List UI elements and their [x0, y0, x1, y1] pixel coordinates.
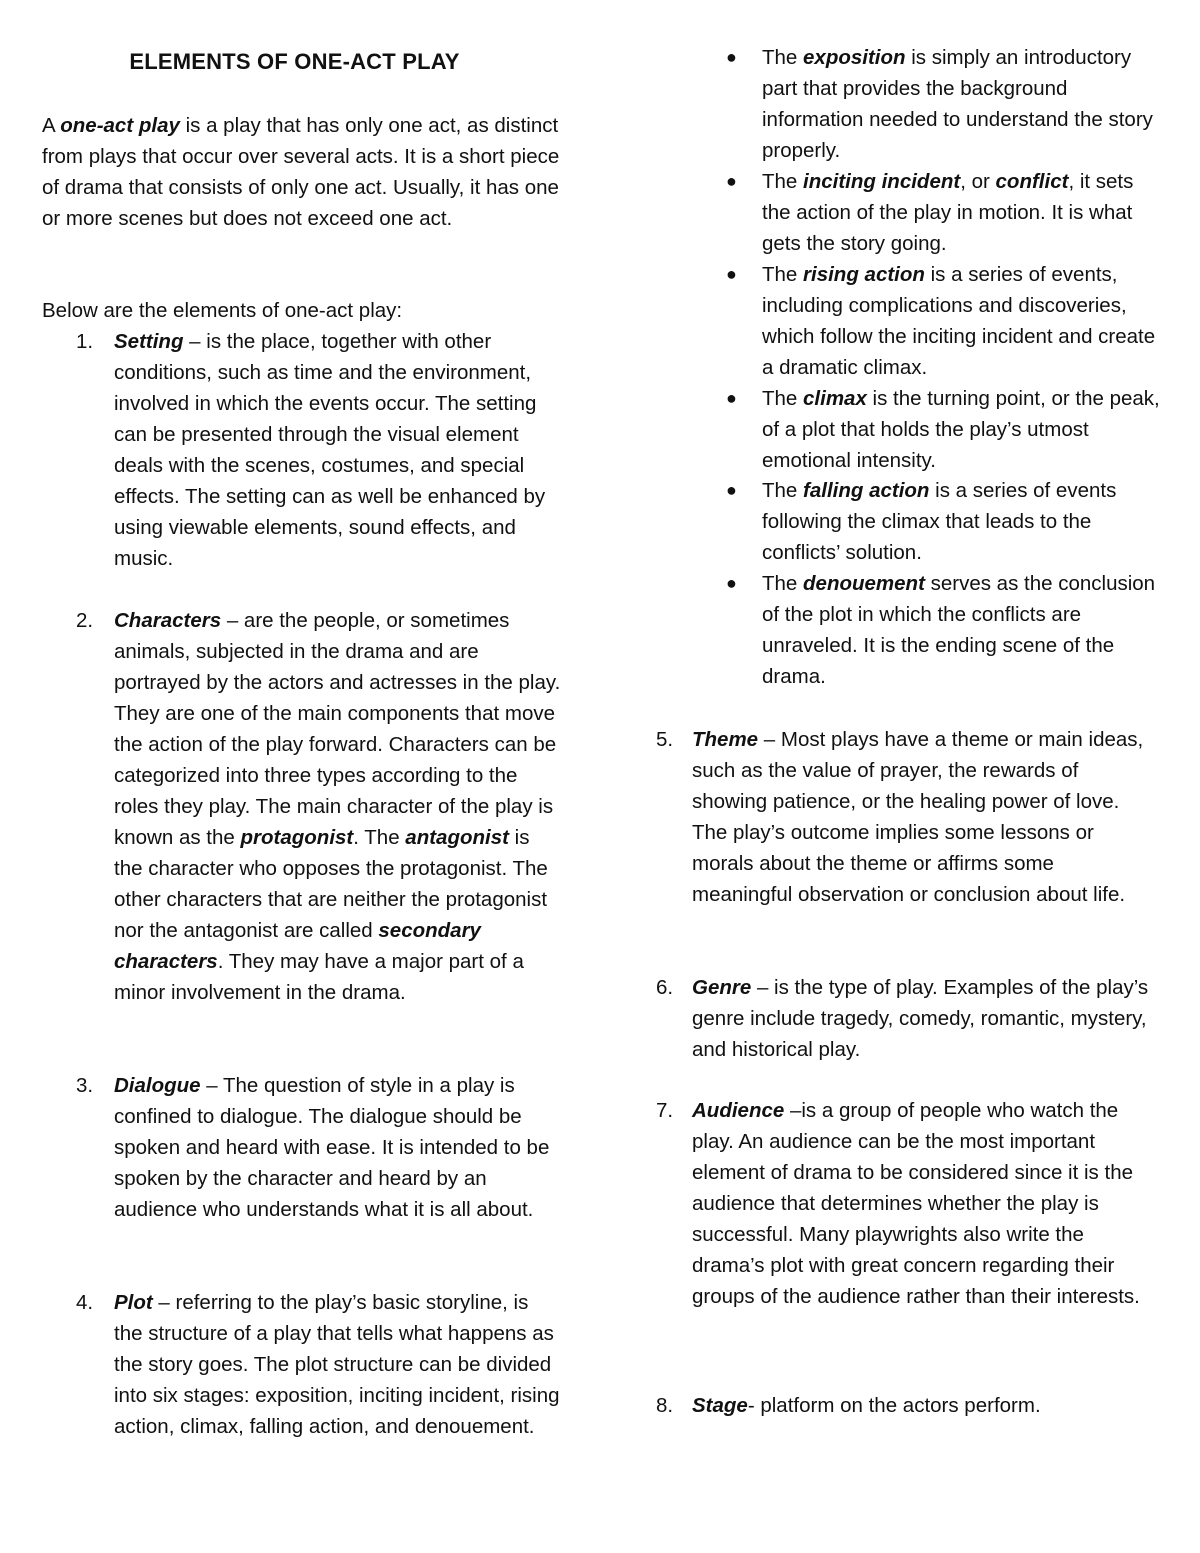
plot-stage-term: falling action — [803, 479, 930, 502]
element-term: Audience — [692, 1099, 785, 1122]
element-description: is the character who opposes the protagonist. The other characters that are neither the protagonist nor the antagonist are called — [114, 826, 548, 942]
plot-stage-post: is a series of events, including complications and discoveries, which follow the inciting incident and create a dramatic climax. — [762, 263, 1156, 379]
plot-stage-pre: The — [762, 170, 804, 193]
plot-stage-text — [762, 475, 1162, 568]
element-description: - platform on the actors perform. — [747, 1394, 1041, 1417]
bullet-icon: ● — [726, 388, 737, 408]
plot-stage-post: , it sets the action of the play in motion. It is what gets the story going. — [762, 170, 1134, 255]
list-number: 1. — [76, 330, 94, 353]
element-term: Characters — [114, 609, 222, 632]
list-number: 2. — [76, 609, 94, 632]
element-text — [114, 326, 562, 574]
bullet-icon: ● — [726, 573, 737, 593]
plot-stage-pre: The — [762, 387, 804, 410]
plot-stage-term: inciting incident — [803, 170, 961, 193]
element-term: Plot — [114, 1291, 153, 1314]
term-secondary-characters: secondary characters — [114, 919, 481, 973]
element-description: . The — [353, 826, 406, 849]
list-number: 5. — [656, 728, 674, 751]
element-text — [692, 724, 1156, 910]
plot-stage-pre: The — [762, 263, 804, 286]
plot-stage-term-conflict: conflict — [995, 170, 1069, 193]
list-number: 8. — [656, 1394, 674, 1417]
plot-stage-text — [762, 166, 1162, 259]
plot-stage-term: exposition — [803, 46, 906, 69]
bullet-icon: ● — [726, 480, 737, 500]
list-lead: Below are the elements of one-act play: — [42, 299, 403, 322]
element-description: – is the place, together with other conditions, such as time and the environment, involved in which the events occur. The setting can be presented through the visual element deals with the scenes, costumes, and special effects. The setting can as well be enhanced by using viewable elements, sound effects, and music. — [114, 330, 546, 570]
term-antagonist: antagonist — [405, 826, 509, 849]
plot-stage-post: is simply an introductory part that provides the background information needed to understand the story properly. — [762, 46, 1153, 162]
element-term: Genre — [692, 976, 752, 999]
intro-post: is a play that has only one act, as distinct from plays that occur over several acts. It is a short piece of drama that consists of only one act. Usually, it has one or more scenes but does not exceed one act. — [42, 114, 560, 230]
element-description: . They may have a major part of a minor involvement in the drama. — [114, 950, 524, 1004]
plot-stage-post: serves as the conclusion of the plot in which the conflicts are unraveled. It is the ending scene of the drama. — [762, 572, 1156, 688]
element-description: – Most plays have a theme or main ideas, such as the value of prayer, the rewards of showing patience, or the healing power of love. The play’s outcome implies some lessons or morals about the theme or affirms some meaningful observation or conclusion about life. — [692, 728, 1144, 906]
plot-stage-post: is a series of events following the climax that leads to the conflicts’ solution. — [762, 479, 1117, 564]
element-term: Dialogue — [114, 1074, 201, 1097]
list-number: 7. — [656, 1099, 674, 1122]
intro-paragraph — [42, 110, 562, 234]
element-text — [114, 605, 562, 1008]
element-description: – is the type of play. Examples of the play’s genre include tragedy, comedy, romantic, mystery, and historical play. — [692, 976, 1149, 1061]
plot-stage-mid: , or — [960, 170, 996, 193]
intro-pre: A — [42, 114, 61, 137]
bullet-icon: ● — [726, 264, 737, 284]
element-description: – referring to the play’s basic storyline, is the structure of a play that tells what happens as the story goes. The plot structure can be divided into six stages: exposition, inciting incident, rising action, climax, falling action, and denouement. — [114, 1291, 560, 1438]
element-text — [692, 1390, 1156, 1421]
element-term: Setting — [114, 330, 184, 353]
term-protagonist: protagonist — [240, 826, 354, 849]
bullet-icon: ● — [726, 47, 737, 67]
list-number: 3. — [76, 1074, 94, 1097]
plot-stage-term: denouement — [803, 572, 925, 595]
element-text — [114, 1287, 562, 1442]
plot-stage-term: rising action — [803, 263, 925, 286]
element-term: Stage — [692, 1394, 748, 1417]
plot-stage-text — [762, 42, 1162, 166]
intro-term: one-act play — [60, 114, 180, 137]
bullet-icon: ● — [726, 171, 737, 191]
plot-stage-post: is the turning point, or the peak, of a plot that holds the play’s utmost emotional intensity. — [762, 387, 1160, 472]
document-title: ELEMENTS OF ONE-ACT PLAY — [129, 49, 460, 74]
element-text — [114, 1070, 562, 1225]
element-description: – The question of style in a play is confined to dialogue. The dialogue should be spoken and heard with ease. It is intended to be spoken by the character and heard by an audience who understands what it is all about. — [114, 1074, 550, 1221]
plot-stage-pre: The — [762, 572, 804, 595]
element-term: Theme — [692, 728, 759, 751]
element-text — [692, 1095, 1156, 1312]
plot-stage-pre: The — [762, 479, 804, 502]
plot-stage-text — [762, 383, 1162, 476]
element-description: – are the people, or sometimes animals, subjected in the drama and are portrayed by the actors and actresses in the play. They are one of the main components that move the action of the play forward. Characters can be categorized into three types according to the roles they play. The main character of the play is known as the — [114, 609, 561, 849]
element-description: –is a group of people who watch the play. An audience can be the most important element of drama to be considered since it is the audience that determines whether the play is successful. Many playwrights also write the drama’s plot with great concern regarding their groups of the audience rather than their interests. — [692, 1099, 1140, 1308]
element-text — [692, 972, 1156, 1065]
list-number: 6. — [656, 976, 674, 999]
list-number: 4. — [76, 1291, 94, 1314]
plot-stage-term: climax — [803, 387, 867, 410]
plot-stage-text — [762, 568, 1162, 692]
plot-stage-text — [762, 259, 1162, 383]
plot-stage-pre: The — [762, 46, 804, 69]
